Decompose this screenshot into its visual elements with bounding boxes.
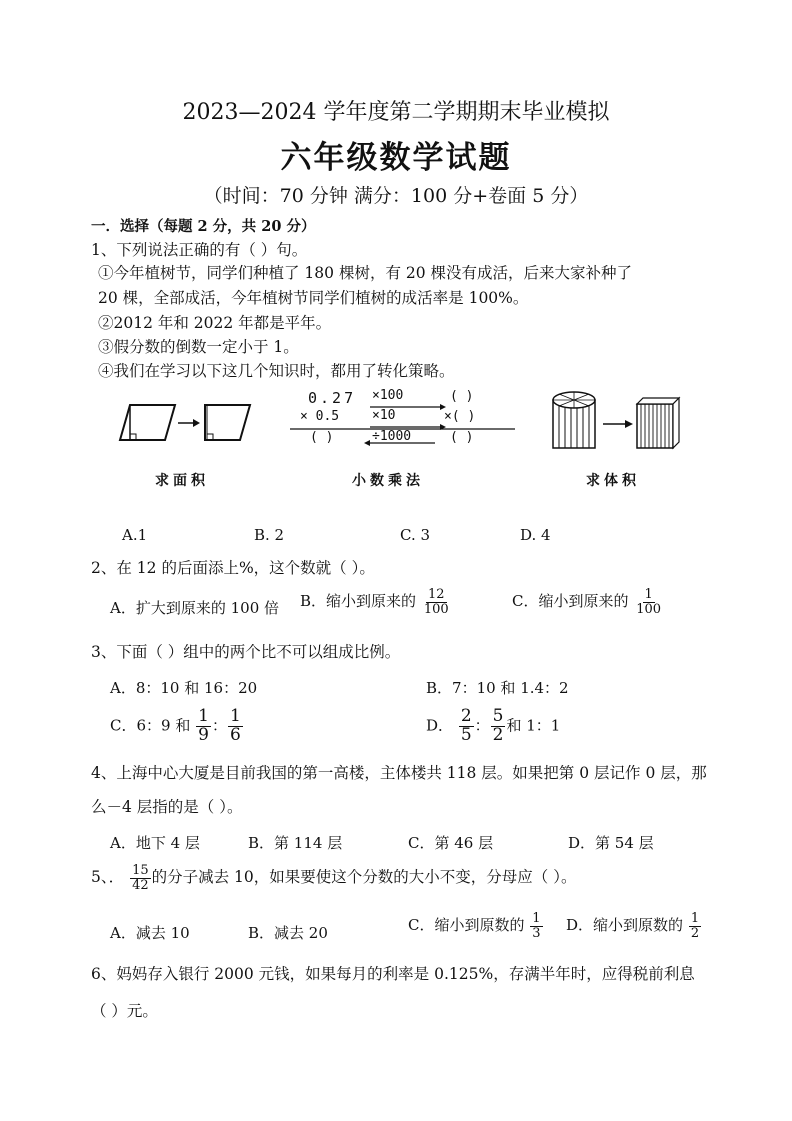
question-1-stem: 1、下列说法正确的有（ ）句。: [91, 241, 308, 259]
question-5-text: 的分子减去 10，如果要使这个分数的大小不变，分母应（ ）。: [151, 868, 577, 887]
mult-row2-op: ×10: [372, 408, 396, 423]
mult-row3-right: ( ): [450, 430, 474, 445]
q3-c-f1-denominator: 9: [198, 724, 209, 745]
q2-option-c-label: C．缩小到原来的: [512, 592, 629, 611]
q3-option-d-label: D．: [426, 716, 454, 735]
question-3-stem: 3、下面（ ）组中的两个比不可以组成比例。: [91, 643, 401, 661]
q3-option-c-label: C．6：9 和: [110, 716, 191, 735]
q2-b-denominator: 100: [423, 601, 449, 617]
q5-option-d-label: D．缩小到原数的: [566, 916, 684, 935]
q3-c-colon: ：: [211, 716, 227, 735]
q3-c-f1-numerator: 1: [198, 706, 209, 726]
q3-d-f2-denominator: 2: [492, 724, 504, 745]
question-1-statement-2: ②2012 年和 2022 年都是平年。: [98, 314, 332, 332]
q3-option-a[interactable]: A．8：10 和 16：20: [110, 679, 258, 697]
question-4-line-1: 4、上海中心大厦是目前我国的第一高楼，主体楼共 118 层。如果把第 0 层记作 0 层，那: [91, 764, 707, 782]
q3-option-d[interactable]: [426, 708, 560, 745]
cylinder-to-cuboid-figure: [545, 388, 685, 458]
q5-option-d[interactable]: [566, 912, 702, 940]
mult-row1-left: 0.27: [308, 389, 357, 407]
q2-b-numerator: 12: [427, 587, 445, 602]
mult-row2-right: ×( ): [444, 409, 476, 424]
q3-d-colon: ：: [474, 716, 490, 735]
q2-option-a[interactable]: A．扩大到原来的 100 倍: [110, 599, 279, 617]
q5-c-numerator: 1: [532, 911, 541, 926]
q5-option-a[interactable]: A．减去 10: [110, 924, 190, 942]
q2-c-denominator: 100: [636, 601, 662, 617]
q3-d-f2-numerator: 5: [492, 706, 504, 726]
q4-option-b[interactable]: B．第 114 层: [248, 834, 343, 852]
q1-option-d[interactable]: D. 4: [520, 526, 551, 544]
question-2-stem: 2、在 12 的后面添上%，这个数就（ ）。: [91, 559, 375, 577]
q5-numerator: 15: [132, 863, 149, 878]
q5-denominator: 42: [132, 877, 149, 893]
exam-year-title: 2023—2024 学年度第二学期期末毕业模拟: [182, 100, 610, 125]
question-4-line-2: 么－4 层指的是（ ）。: [91, 798, 243, 816]
mult-row1-op: ×100: [372, 388, 404, 403]
question-6-line-1: 6、妈妈存入银行 2000 元钱，如果每月的利率是 0.125%，存满半年时，应得税前利息: [91, 965, 695, 983]
question-1-statement-1a: ①今年植树节，同学们种植了 180 棵树，有 20 棵没有成活，后来大家补种了: [98, 264, 633, 282]
q3-d-f1-numerator: 2: [460, 706, 472, 726]
q3-option-b[interactable]: B．7：10 和 1.4：2: [426, 679, 569, 697]
mult-row1-right: ( ): [450, 389, 474, 404]
q5-d-numerator: 1: [690, 911, 700, 926]
q5-option-b[interactable]: B．减去 20: [248, 924, 328, 942]
question-5-stem: [91, 864, 576, 892]
q3-option-d-suffix: 和 1：1: [506, 716, 561, 735]
question-5-prefix: 5、．: [91, 868, 125, 887]
q2-option-b[interactable]: [300, 588, 452, 616]
q3-option-c[interactable]: [110, 708, 244, 745]
q3-d-f1-denominator: 5: [460, 724, 472, 745]
parallelogram-to-rectangle-figure: [110, 395, 260, 455]
question-1-statement-3: ③假分数的倒数一定小于 1。: [98, 338, 299, 356]
mult-row3-left: ( ): [310, 430, 334, 445]
question-1-statement-1b: 20 棵，全部成活，今年植树节同学们植树的成活率是 100%。: [98, 289, 529, 307]
q4-option-d[interactable]: D．第 54 层: [568, 834, 654, 852]
question-6-line-2: （ ）元。: [91, 1002, 158, 1020]
q5-option-c-label: C．缩小到原数的: [408, 916, 525, 935]
decimal-multiplication-arrows: [290, 395, 520, 450]
q5-d-denominator: 2: [690, 925, 700, 941]
q5-c-denominator: 3: [532, 925, 541, 941]
caption-area: 求面积: [155, 473, 209, 489]
q2-option-c[interactable]: [512, 588, 664, 616]
mult-row3-op: ÷1000: [372, 429, 412, 444]
q3-c-f2-denominator: 6: [229, 724, 241, 745]
q1-option-a[interactable]: A.1: [122, 526, 148, 544]
exam-info: （时间：70 分钟 满分：100 分+卷面 5 分）: [203, 185, 589, 207]
mult-row2-left: × 0.5: [300, 409, 340, 424]
section-title: 一．选择（每题 2 分，共 20 分）: [91, 218, 316, 235]
exam-title: 六年级数学试题: [280, 140, 512, 176]
q1-option-b[interactable]: B. 2: [254, 526, 285, 544]
question-1-statement-4: ④我们在学习以下这几个知识时，都用了转化策略。: [98, 362, 455, 380]
q5-option-c[interactable]: [408, 912, 544, 940]
q4-option-c[interactable]: C．第 46 层: [408, 834, 494, 852]
q1-option-c[interactable]: C. 3: [400, 526, 431, 544]
q3-c-f2-numerator: 1: [229, 706, 241, 726]
q2-option-b-label: B．缩小到原来的: [300, 592, 417, 611]
q4-option-a[interactable]: A．地下 4 层: [110, 834, 200, 852]
caption-volume: 求体积: [586, 473, 640, 489]
q2-c-numerator: 1: [644, 587, 653, 602]
caption-decimal-multiplication: 小数乘法: [352, 473, 424, 489]
